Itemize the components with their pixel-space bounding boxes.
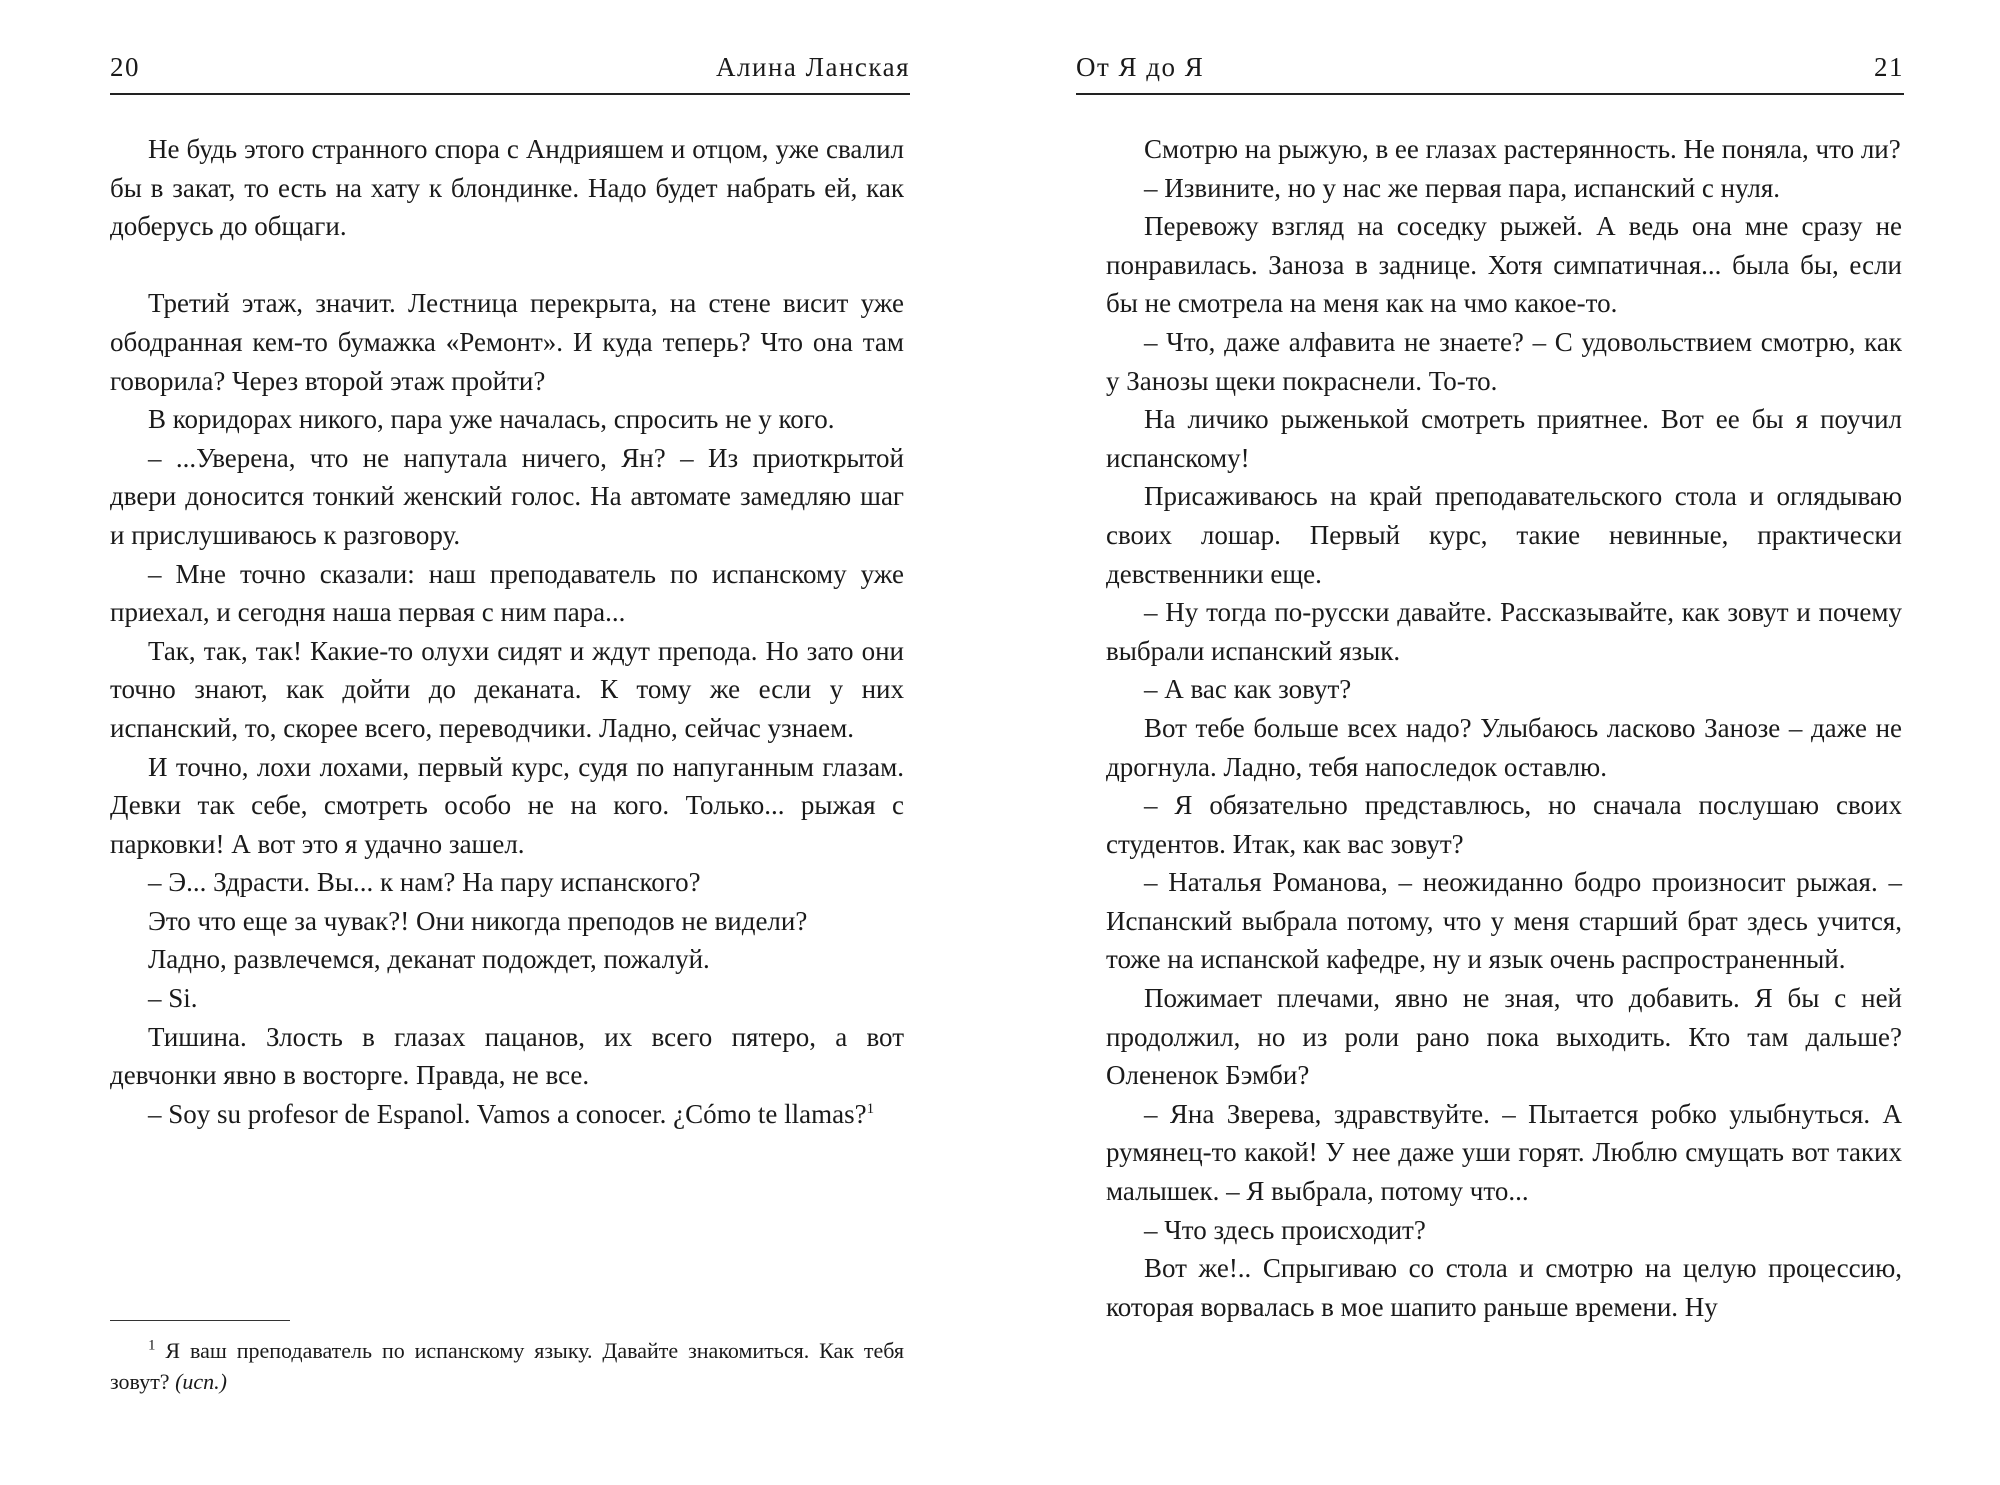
paragraph: – Si. xyxy=(148,983,198,1014)
left-header-rule xyxy=(110,93,910,95)
left-running-head: Алина Ланская xyxy=(716,52,910,82)
paragraph: – Я обязательно представлюсь, но сначала послушаю своих студентов. Итак, как вас зовут? xyxy=(1106,790,1902,859)
paragraph: Ладно, развлечемся, деканат подождет, пожалуй. xyxy=(148,944,710,975)
paragraph: – А вас как зовут? xyxy=(1144,674,1352,705)
paragraph: – Мне точно сказали: наш преподаватель по испанскому уже приехал, и сегодня наша первая с ним пара... xyxy=(110,558,904,628)
left-page-body xyxy=(110,130,904,1133)
footnote-lang: (исп.) xyxy=(175,1369,227,1394)
paragraph: – Ну тогда по-русски давайте. Рассказывайте, как зовут и почему выбрали испанский язык. xyxy=(1106,597,1902,666)
paragraph: Присаживаюсь на край преподавательского стола и оглядываю своих лошар. Первый курс, такие невинные, практически девственники еще. xyxy=(1106,481,1902,589)
footnote-number: 1 xyxy=(148,1337,156,1354)
paragraph: Не будь этого странного спора с Андрияшем и отцом, уже свалил бы в закат, то есть на хату к блондинке. Надо будет набрать ей, как доберусь до общаги. xyxy=(110,134,904,242)
paragraph: Пожимает плечами, явно не зная, что добавить. Я бы с ней продолжил, но из роли рано пока выходить. Кто там дальше? Олененок Бэмби? xyxy=(1106,983,1902,1091)
paragraph: Третий этаж, значит. Лестница перекрыта, на стене висит уже ободранная кем-то бумажка «Ремонт». И куда теперь? Что она там говорила? Через второй этаж пройти? xyxy=(110,288,904,396)
paragraph: На личико рыженькой смотреть приятнее. Вот ее бы я поучил испанскому! xyxy=(1106,404,1902,473)
right-header-rule xyxy=(1076,93,1904,95)
right-page-body xyxy=(1106,130,1902,1326)
paragraph-with-footnote xyxy=(110,1095,904,1134)
right-page-header xyxy=(1076,52,1904,92)
paragraph: И точно, лохи лохами, первый курс, судя по напуганным глазам. Девки так себе, смотреть особо не на кого. Только... рыжая с парковки! А вот это я удачно зашел. xyxy=(110,751,904,859)
paragraph: – Что, даже алфавита не знаете? – С удовольствием смотрю, как у Занозы щеки покраснели. То-то. xyxy=(1106,326,1902,396)
paragraph: Смотрю на рыжую, в ее глазах растерянность. Не поняла, что ли? xyxy=(1144,134,1901,164)
footnote-text: Я ваш преподаватель по испанскому языку. Давайте знакомиться. Как тебя зовут? xyxy=(110,1338,905,1394)
paragraph: Перевожу взгляд на соседку рыжей. А ведь она мне сразу не понравилась. Заноза в заднице. Хотя симпатичная... была бы, если бы не смотрела на меня как на чмо какое-то. xyxy=(1106,211,1902,319)
right-page-number: 21 xyxy=(1874,52,1904,82)
paragraph: Вот же!.. Спрыгиваю со стола и смотрю на целую процессию, которая ворвалась в мое шапито раньше времени. Ну xyxy=(1106,1253,1902,1322)
paragraph: Так, так, так! Какие-то олухи сидят и ждут препода. Но зато они точно знают, как дойти до деканата. К тому же если у них испанский, то, скорее всего, переводчики. Ладно, сейчас узнаем. xyxy=(110,635,904,743)
paragraph: Это что еще за чувак?! Они никогда преподов не видели? xyxy=(148,905,808,936)
paragraph: Вот тебе больше всех надо? Улыбаюсь ласково Занозе – даже не дрогнула. Ладно, тебя напоследок оставлю. xyxy=(1106,712,1902,782)
paragraph: – Что здесь происходит? xyxy=(1144,1214,1426,1245)
paragraph: – ...Уверена, что не напутала ничего, Ян? – Из приоткрытой двери доносится тонкий женский голос. На автомате замедляю шаг и прислушиваюсь к разговору. xyxy=(110,442,904,550)
paragraph: В коридорах никого, пара уже началась, спросить не у кого. xyxy=(148,404,835,435)
paragraph: – Наталья Романова, – неожиданно бодро произносит рыжая. – Испанский выбрала потому, что у меня старший брат здесь учится, тоже на испанской кафедре, ну и язык очень распространенный. xyxy=(1106,867,1902,975)
right-running-head: От Я до Я xyxy=(1076,52,1205,82)
footnote-marker[interactable]: 1 xyxy=(866,1100,875,1117)
paragraph: – Яна Зверева, здравствуйте. – Пытается робко улыбнуться. А румянец-то какой! У нее даже уши горят. Люблю смущать вот таких малышек. – Я выбрала, потому что... xyxy=(1106,1098,1902,1207)
paragraph: – Извините, но у нас же первая пара, испанский с нуля. xyxy=(1144,172,1781,203)
paragraph-text: – Soy su profesor de Espanol. Vamos a conocer. ¿Cómo te llamas? xyxy=(148,1098,867,1129)
left-page-number: 20 xyxy=(110,52,140,82)
paragraph: – Э... Здрасти. Вы... к нам? На пару испанского? xyxy=(148,867,701,898)
right-page xyxy=(1000,0,2000,1485)
footnote-rule xyxy=(110,1320,290,1321)
footnote xyxy=(110,1335,904,1397)
left-page-header xyxy=(110,52,910,92)
paragraph: Тишина. Злость в глазах пацанов, их всего пятеро, а вот девчонки явно в восторге. Правда, не все. xyxy=(110,1021,904,1091)
